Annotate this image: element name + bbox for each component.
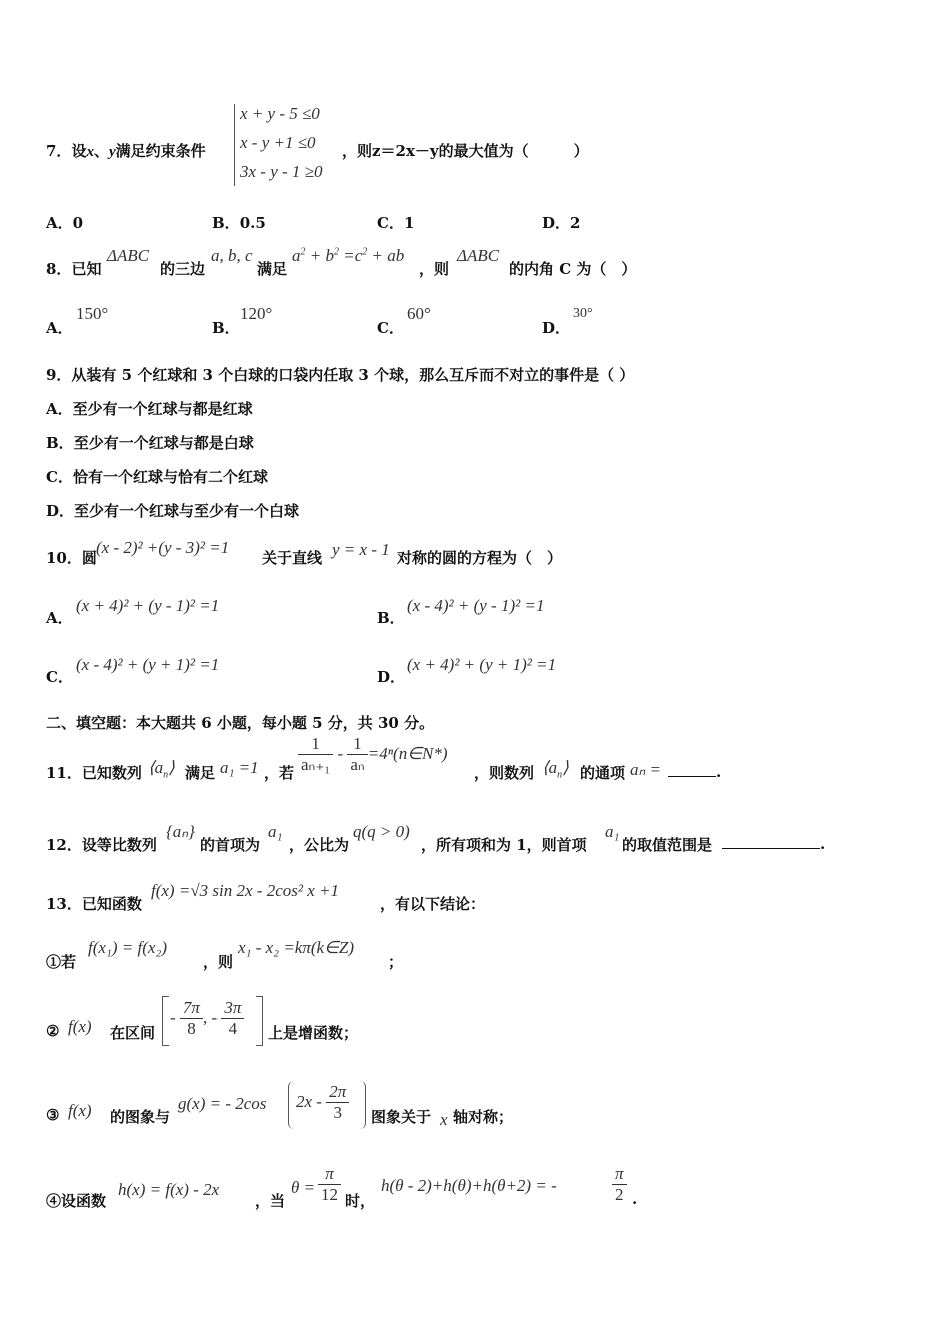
q10-line-eq: y = x - 1: [332, 540, 390, 559]
q12-a1-b: a₁: [605, 822, 620, 841]
q10-circle-eq: (x - 2)² +(y - 3)² =1: [96, 538, 230, 557]
q8-sides: a, b, c: [211, 246, 253, 265]
q8-triangle: ΔABC: [107, 246, 150, 265]
q13-function: f(x) =√3 sin 2x - 2cos² x +1: [151, 881, 339, 900]
q13-item1-cond: f(x₁) = f(x₂): [88, 938, 167, 957]
q7-objective: z＝2x－y: [372, 142, 439, 160]
q10-option-c-eq: (x - 4)² + (y + 1)² =1: [76, 655, 220, 674]
q10-stem: 10．圆: [46, 549, 97, 567]
q13-item3-left-paren: [288, 1081, 294, 1129]
q10-option-d-eq: (x + 4)² + (y + 1)² =1: [407, 655, 557, 674]
q7-constraint-1: x + y - 5 ≤0: [240, 104, 320, 123]
q8-triangle-2: ΔABC: [457, 246, 500, 265]
q13-item3-right-paren: [360, 1081, 366, 1129]
q10-option-a-label: A．: [46, 609, 73, 627]
q13-item3-func: f(x): [68, 1101, 92, 1120]
q13-item2-func: f(x): [68, 1017, 92, 1036]
q13-item1-mark: ①若: [46, 953, 77, 971]
q8-option-d-label: D．: [542, 319, 571, 337]
q9-stem: 9．从装有 5 个红球和 3 个白球的口袋内任取 3 个球，那么互斥而不对立的事件是（ ）: [46, 366, 635, 384]
q7-constraint-2: x - y +1 ≤0: [240, 133, 316, 152]
q9-option-b: B．至少有一个红球与都是白球: [46, 434, 254, 452]
q13-item4-theta: θ =: [291, 1178, 316, 1197]
q11-equation: $\frac{1}{\text{aₙ₊₁}}$ - $\frac{1}{\text{aₙ}}$ =4ⁿ(n∈N*): [298, 734, 448, 775]
q10-option-a-eq: (x + 4)² + (y - 1)² =1: [76, 596, 220, 615]
q11-initial: a₁ =1: [220, 758, 259, 777]
q11-seq: $⟨a_n⟩$: [148, 758, 175, 781]
q12-answer-blank[interactable]: .: [722, 834, 825, 853]
document-page: 7．设x、y满足约束条件 x + y - 5 ≤0 x - y +1 ≤0 3x - y - 1 ≥0 ，则z＝2x－y的最大值为（ ） A．0 B．0.5 C．1 D．2 8．已知 ΔABC 的三边 a, b, c 满足 $a^2 + b^2 =c^2$ + ab ，则 ΔABC 的内角 C 为（ ） A． 150° B． 120° C． 60° D． 30° 9．从装有 5 个红球和 3 个白球的口袋内任取 3 个球，那么互斥而不对立的事件是（ ） A．至少有一个红球与都是红球 B．至少有一个红球与都是白球 C．恰有一个红球与恰有二个红球 D．至少有一个红球与至少有一个白球 10．圆 (x - 2)² +(y - 3)² =1 关于直线 y = x - 1 对称的圆的方程为（ ） A． (x + 4)² + (y - 1)² =1 B． (x - 4)² + (y - 1)² =1 C． (x - 4)² + (y + 1)² =1 D． (x + 4)² + (y + 1)² =1 二、填空题：本大题共 6 小题，每小题 5 分，共 30 分。 11．已知数列 $⟨a_n⟩$ 满足 a₁ =1 ，若 $\frac{1}{\text{aₙ₊₁}}$ - $\frac{1}{\text{aₙ}}$ =4ⁿ(n∈N*) ，则数列 $⟨a_n⟩$ 的通项 aₙ = . 12．设等比数列 {aₙ} 的首项为 a₁ ，公比为 q(q > 0) ，所有项和为 1，则首项 a₁ 的取值范围是 . 13．已知函数 f(x) =√3 sin 2x - 2cos² x +1 ，有以下结论： ①若 f(x₁) = f(x₂) ，则 x₁ - x₂ =kπ(k∈Z) ； ② f(x) 在区间 - $\frac{7\pi}{8}$ , - $\frac{3\pi}{4}$ 上是增函数； ③ f(x) 的图象与 g(x) = - 2cos 2x - $\frac{2\pi}{3}$ 图象关于 x 轴对称； ④设函数 h(x) = f(x) - 2x ，当 θ = $\frac{\pi}{12}$ 时， h(θ - 2)+h(θ)+h(θ+2) = - $\frac{\pi}{2}$ .: [46, 104, 826, 1210]
q13-item4-theta-frac: $\frac{\pi}{12}$: [318, 1164, 341, 1205]
q7-stem-tail: ，则z＝2x－y的最大值为（ ）: [342, 142, 589, 160]
q13-item1-concl: x₁ - x₂ =kπ(k∈Z): [238, 938, 354, 957]
q13-item2-interval: - $\frac{7\pi}{8}$ , - $\frac{3\pi}{4}$: [170, 998, 244, 1039]
q13-item2-right-bracket: [256, 996, 263, 1046]
q8-option-a-value: 150°: [76, 304, 109, 323]
q8-option-b-label: B．: [212, 319, 240, 337]
q7-option-a: A．0: [46, 214, 84, 232]
q11-stem: 11．已知数列: [46, 764, 142, 782]
q9-option-a: A．至少有一个红球与都是红球: [46, 400, 253, 418]
q7-option-c: C．1: [377, 214, 415, 232]
q7-option-b: B．0.5: [212, 214, 266, 232]
q11-answer-blank[interactable]: .: [668, 762, 721, 781]
q7-constraint-3: 3x - y - 1 ≥0: [240, 162, 323, 181]
q12-stem: 12．设等比数列: [46, 836, 157, 854]
q13-item2-mark: ②: [46, 1022, 60, 1040]
q8-equation: $a^2 + b^2 =c^2$ + ab: [292, 246, 405, 265]
q7-option-d: D．2: [542, 214, 581, 232]
q8-option-c-value: 60°: [407, 304, 431, 323]
q13-item4-result-frac: $\frac{\pi}{2}$: [612, 1164, 627, 1205]
q13-item3-mark: ③: [46, 1106, 60, 1124]
q8-option-d-value: 30°: [573, 306, 593, 321]
q13-item4-h: h(x) = f(x) - 2x: [118, 1180, 220, 1199]
q13-item3-axis: x: [440, 1110, 448, 1129]
q7-number: 7．: [46, 142, 72, 160]
q8-option-a-label: A．: [46, 319, 73, 337]
q13-item4-mark: ④设函数: [46, 1192, 107, 1210]
q8-option-b-value: 120°: [240, 304, 273, 323]
q10-option-d-label: D．: [377, 668, 406, 686]
q13-item4-expr: h(θ - 2)+h(θ)+h(θ+2) = -: [381, 1176, 557, 1195]
q8-option-c-label: C．: [377, 319, 404, 337]
q13-item3-g: g(x) = - 2cos: [178, 1094, 267, 1113]
q9-option-d: D．至少有一个红球与至少有一个白球: [46, 502, 300, 520]
q11-an: aₙ =: [630, 760, 661, 779]
q10-option-c-label: C．: [46, 668, 73, 686]
q12-a1: a₁: [268, 822, 283, 841]
q12-seq: {aₙ}: [166, 822, 195, 841]
q11-seq-2: $⟨a_n⟩$: [542, 758, 569, 781]
section-heading: 二、填空题：本大题共 6 小题，每小题 5 分，共 30 分。: [46, 714, 435, 732]
q9-option-c: C．恰有一个红球与恰有二个红球: [46, 468, 268, 486]
q10-option-b-label: B．: [377, 609, 405, 627]
q7-system-brace: [234, 104, 235, 186]
q13-item3-inner: 2x - $\frac{2\pi}{3}$: [296, 1082, 349, 1123]
q8-stem: 8．已知: [46, 260, 102, 278]
q12-ratio: q(q > 0): [353, 822, 410, 841]
q13-stem: 13．已知函数: [46, 895, 142, 913]
q7-stem: 7．设x、y满足约束条件: [46, 142, 206, 160]
q13-item2-left-bracket: [162, 996, 169, 1046]
q10-option-b-eq: (x - 4)² + (y - 1)² =1: [407, 596, 545, 615]
